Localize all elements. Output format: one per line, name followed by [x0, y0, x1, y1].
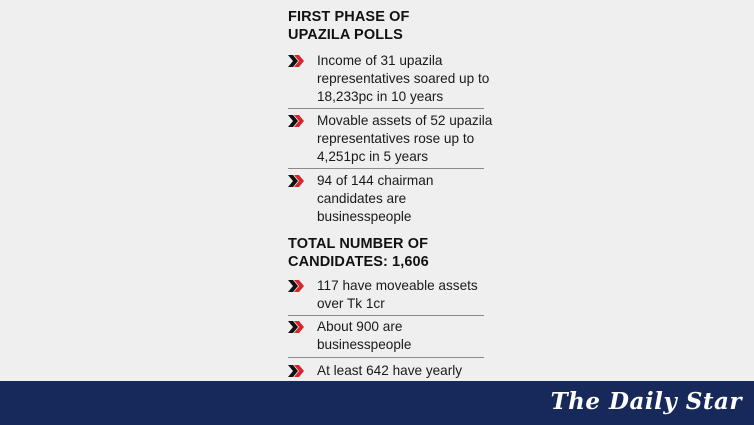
text-line: 18,233pc in 10 years — [317, 89, 444, 104]
text-line: 94 of 144 chairman — [317, 173, 434, 188]
heading-line: CANDIDATES: 1,606 — [288, 254, 429, 270]
text-line: representatives soared up to — [317, 71, 490, 86]
footer-bar — [0, 381, 754, 425]
list-item-text — [317, 277, 487, 313]
list-item-text — [317, 52, 490, 106]
list-item-text — [317, 112, 493, 166]
heading-line: FIRST PHASE OF — [288, 9, 410, 25]
infographic-panel — [288, 0, 493, 425]
text-line: 117 have moveable assets — [317, 278, 478, 293]
divider — [288, 168, 484, 169]
text-line: representatives rose up to — [317, 131, 475, 146]
text-line: candidates are — [317, 191, 407, 206]
section-heading-first-phase — [288, 8, 409, 44]
text-line: businesspeople — [317, 209, 412, 224]
divider — [288, 108, 484, 109]
list-item-text — [317, 318, 487, 354]
list-item-text — [317, 172, 487, 226]
double-chevron-right-icon — [288, 365, 304, 377]
divider — [288, 315, 484, 316]
section-heading-total-candidates — [288, 235, 429, 271]
text-line: Movable assets of 52 upazila — [317, 113, 493, 128]
text-line: 4,251pc in 5 years — [317, 149, 429, 164]
heading-line: UPAZILA POLLS — [288, 27, 403, 43]
double-chevron-right-icon — [288, 280, 304, 292]
text-line: over Tk 1cr — [317, 296, 385, 311]
double-chevron-right-icon — [288, 321, 304, 333]
double-chevron-right-icon — [288, 55, 304, 67]
text-line: At least 642 have yearly — [317, 363, 463, 378]
daily-star-logo: The Daily Star — [550, 388, 742, 415]
double-chevron-right-icon — [288, 175, 304, 187]
divider — [288, 357, 484, 358]
text-line: About 900 are — [317, 319, 403, 334]
list-item-text — [317, 362, 487, 380]
heading-line: TOTAL NUMBER OF — [288, 236, 429, 252]
text-line: businesspeople — [317, 337, 412, 352]
double-chevron-right-icon — [288, 115, 304, 127]
text-line: Income of 31 upazila — [317, 53, 443, 68]
